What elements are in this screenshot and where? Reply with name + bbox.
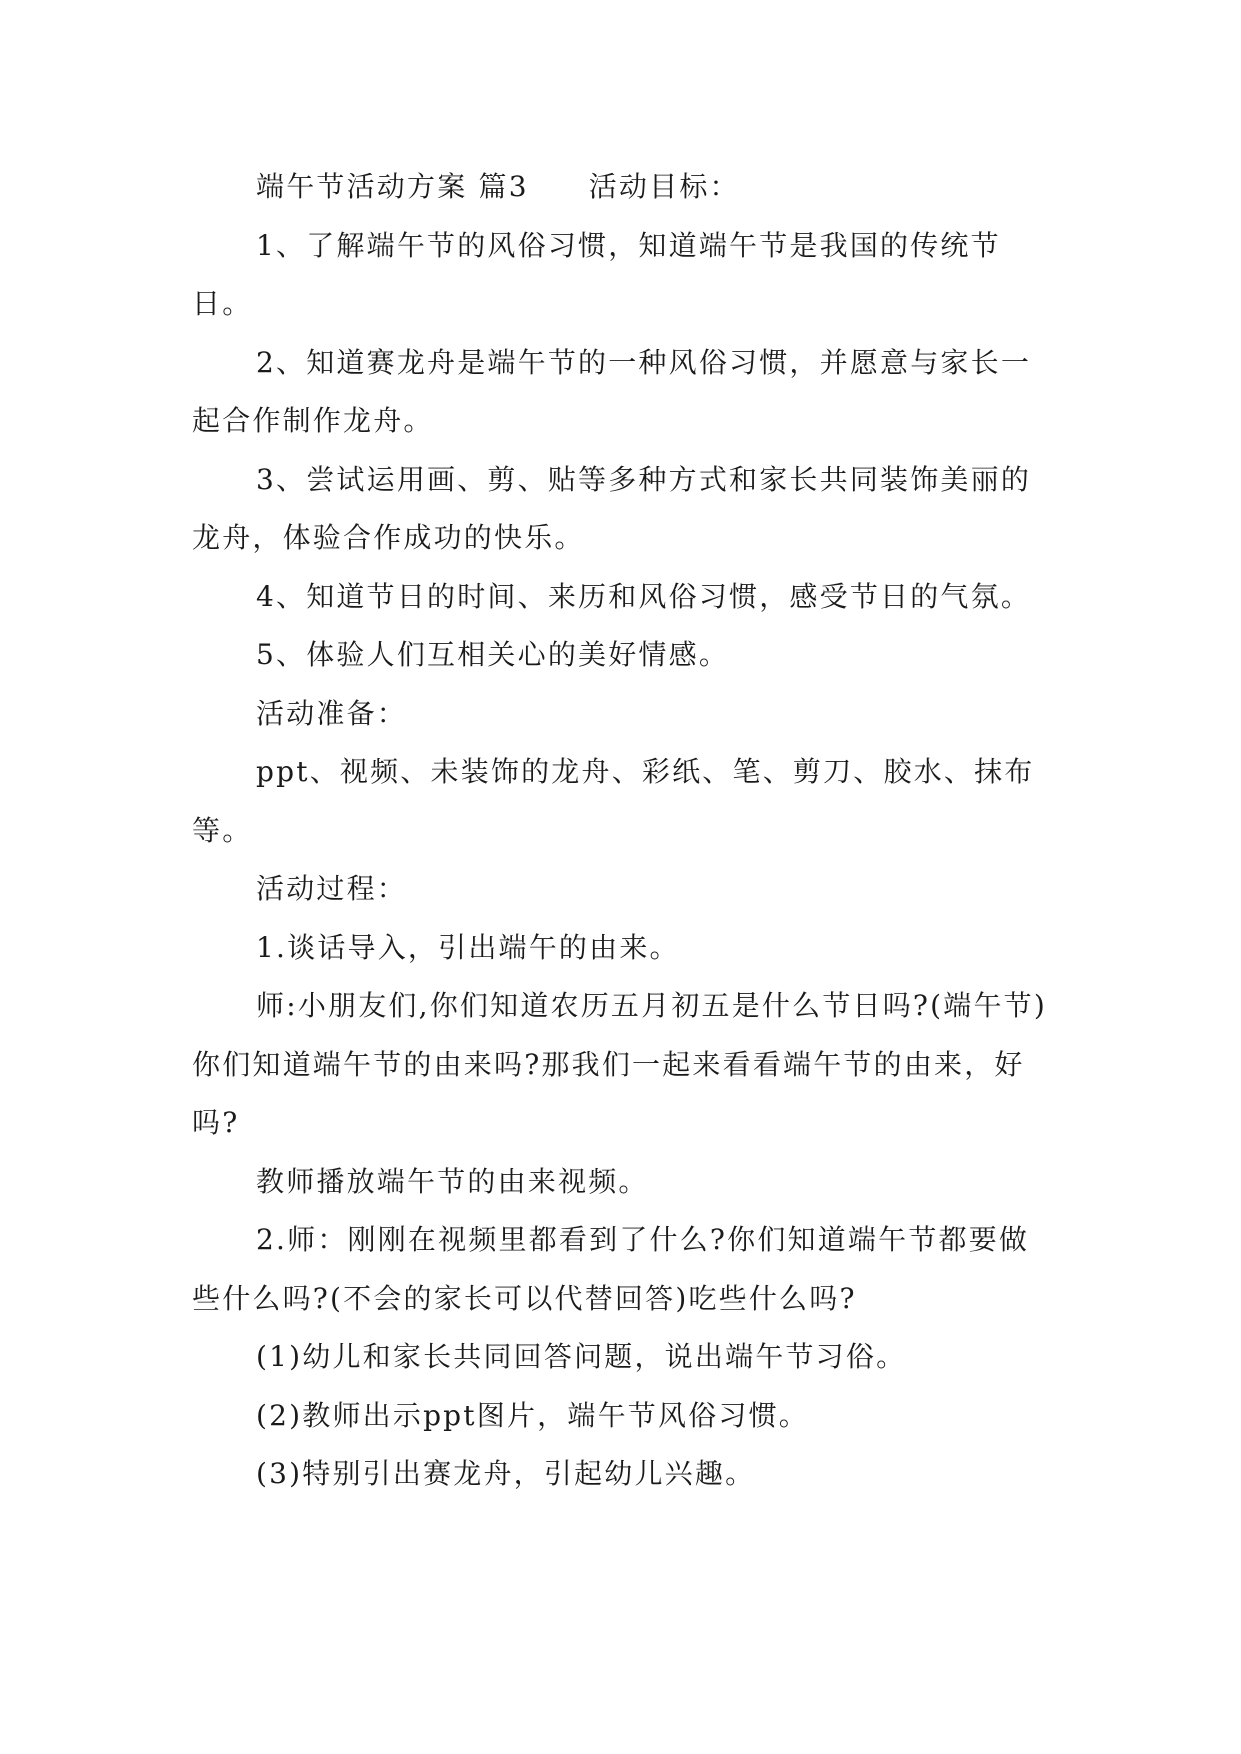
sub-step-3: (3)特别引出赛龙舟，引起幼儿兴趣。 bbox=[256, 1457, 756, 1490]
preparation-list: ppt、视频、未装饰的龙舟、彩纸、笔、剪刀、胶水、抹布等。 bbox=[192, 755, 1035, 847]
sub-step-2: (2)教师出示ppt图片，端午节风俗习惯。 bbox=[256, 1398, 809, 1432]
goal-1: 1、了解端午节的风俗习惯，知道端午节是我国的传统节日。 bbox=[192, 228, 1001, 320]
section-heading-process: 活动过程： bbox=[256, 872, 408, 905]
document-body bbox=[192, 158, 1052, 1504]
document-title: 端午节活动方案 篇3 bbox=[256, 170, 529, 203]
teacher-dialogue-1: 师:小朋友们,你们知道农历五月初五是什么节日吗?(端午节)你们知道端午节的由来吗?那我们一起来看看端午节的由来，好吗? bbox=[192, 989, 1047, 1139]
title-line bbox=[192, 158, 1052, 217]
section-heading-goals: 活动目标： bbox=[588, 170, 740, 203]
goal-5: 5、体验人们互相关心的美好情感。 bbox=[256, 638, 730, 671]
section-heading-preparation: 活动准备： bbox=[256, 696, 408, 730]
teacher-action: 教师播放端午节的由来视频。 bbox=[256, 1164, 649, 1198]
sub-step-1: (1)幼儿和家长共同回答问题，说出端午节习俗。 bbox=[256, 1340, 907, 1373]
process-step-2: 2.师：刚刚在视频里都看到了什么?你们知道端午节都要做些什么吗?(不会的家长可以代替回答)吃些什么吗? bbox=[192, 1223, 1030, 1315]
goal-2: 2、知道赛龙舟是端午节的一种风俗习惯，并愿意与家长一起合作制作龙舟。 bbox=[192, 345, 1032, 437]
goal-4: 4、知道节日的时间、来历和风俗习惯，感受节日的气氛。 bbox=[256, 579, 1032, 613]
goal-3: 3、尝试运用画、剪、贴等多种方式和家长共同装饰美丽的龙舟，体验合作成功的快乐。 bbox=[192, 462, 1032, 554]
process-step-1: 1.谈话导入，引出端午的由来。 bbox=[256, 930, 680, 964]
